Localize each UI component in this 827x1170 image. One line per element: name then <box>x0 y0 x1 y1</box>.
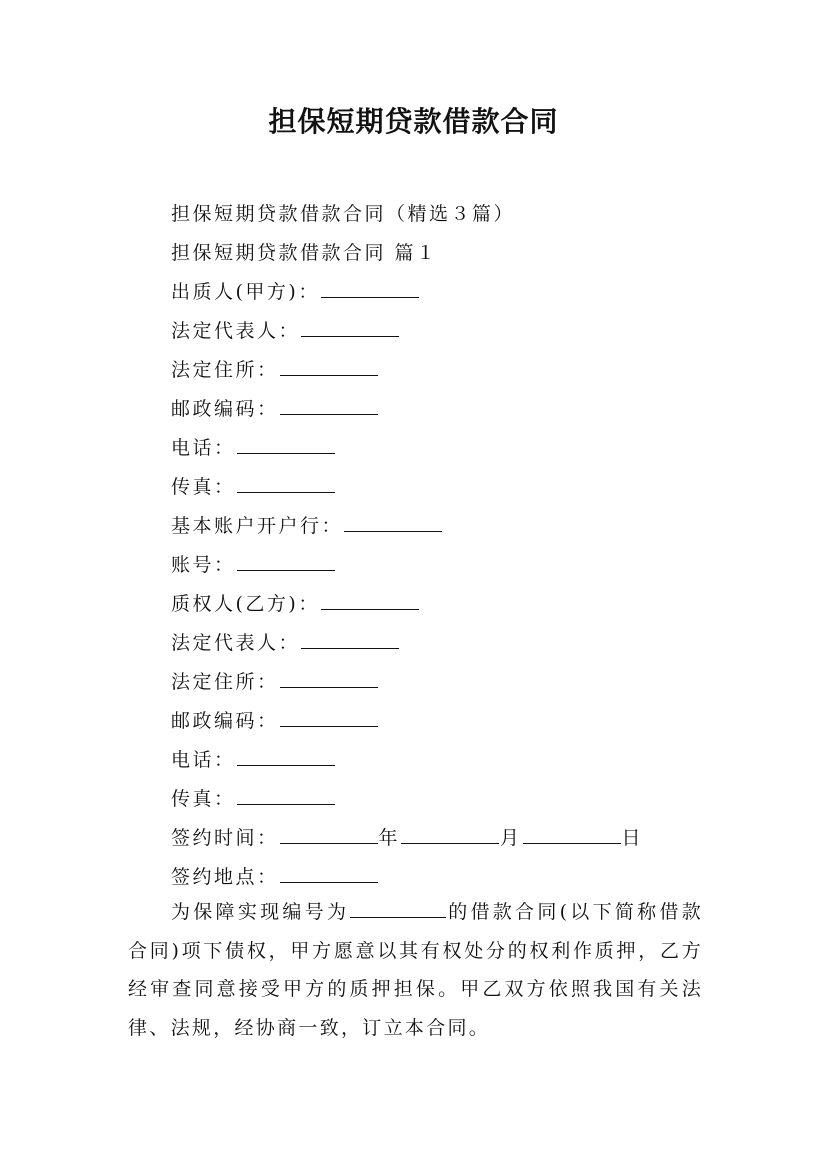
party-a-phone-line <box>171 433 336 460</box>
party-b-address-blank <box>280 670 378 688</box>
party-a-address-label: 法定住所： <box>171 359 279 381</box>
party-a-account-blank <box>237 553 335 571</box>
party-a-address-blank <box>280 358 378 376</box>
signing-place-label: 签约地点： <box>171 866 279 888</box>
party-b-phone-label: 电话： <box>171 749 236 771</box>
party-a-blank <box>321 280 419 298</box>
party-a-address-line <box>171 355 379 382</box>
party-a-label: 出质人(甲方)： <box>171 281 320 303</box>
party-a-fax-line <box>171 472 336 499</box>
party-b-legal-rep-label: 法定代表人： <box>171 632 301 654</box>
signing-month-label: 月 <box>500 827 522 849</box>
party-b-fax-blank <box>237 787 335 805</box>
party-b-label: 质权人(乙方)： <box>171 593 320 615</box>
party-a-legal-rep-label: 法定代表人： <box>171 320 301 342</box>
party-a-bank-line <box>171 511 443 538</box>
contract-number-blank <box>350 900 446 918</box>
party-a-postcode-line <box>171 394 379 421</box>
document-title: 担保短期贷款借款合同 <box>268 105 559 138</box>
document-subtitle: 担保短期贷款借款合同（精选３篇） <box>171 203 516 225</box>
signing-place-line <box>171 862 379 889</box>
signing-time-label: 签约时间： <box>171 827 279 849</box>
party-a-postcode-label: 邮政编码： <box>171 398 279 420</box>
signing-day-blank <box>523 826 621 844</box>
party-a-phone-label: 电话： <box>171 437 236 459</box>
party-b-phone-blank <box>237 748 335 766</box>
signing-year-blank <box>280 826 378 844</box>
paragraph-part2: 的借款合同(以下简称借款合同)项下债权，甲方愿意以其有权处分的权利作质押，乙方经审查同意接受甲方的质押担保。甲乙双方依照我国有关法律、法规，经协商一致，订立本合同。 <box>128 901 703 1039</box>
party-a-postcode-blank <box>280 397 378 415</box>
signing-place-blank <box>280 865 378 883</box>
party-b-postcode-label: 邮政编码： <box>171 710 279 732</box>
party-a-legal-rep-line <box>171 316 400 343</box>
paragraph-part1: 为保障实现编号为 <box>171 901 350 923</box>
section-heading: 担保短期贷款借款合同 篇１ <box>171 242 438 264</box>
party-a-fax-label: 传真： <box>171 476 236 498</box>
party-a-account-line <box>171 550 336 577</box>
party-b-postcode-line <box>171 706 379 733</box>
party-b-legal-rep-line <box>171 628 400 655</box>
party-b-address-line <box>171 667 379 694</box>
party-a-fax-blank <box>237 475 335 493</box>
party-a-account-label: 账号： <box>171 554 236 576</box>
signing-month-blank <box>401 826 499 844</box>
party-a-phone-blank <box>237 436 335 454</box>
party-b-postcode-blank <box>280 709 378 727</box>
party-a-legal-rep-blank <box>301 319 399 337</box>
party-b-blank <box>321 592 419 610</box>
signing-time-line <box>171 823 643 850</box>
party-b-legal-rep-blank <box>301 631 399 649</box>
body-paragraph <box>128 893 703 1047</box>
party-a-line <box>171 277 420 304</box>
signing-day-label: 日 <box>621 827 644 849</box>
party-b-phone-line <box>171 745 336 772</box>
party-a-bank-label: 基本账户开户行： <box>171 515 344 537</box>
party-b-address-label: 法定住所： <box>171 671 279 693</box>
party-b-line <box>171 589 420 616</box>
party-b-fax-label: 传真： <box>171 788 236 810</box>
signing-year-label: 年 <box>378 827 401 849</box>
party-a-bank-blank <box>344 514 442 532</box>
party-b-fax-line <box>171 784 336 811</box>
